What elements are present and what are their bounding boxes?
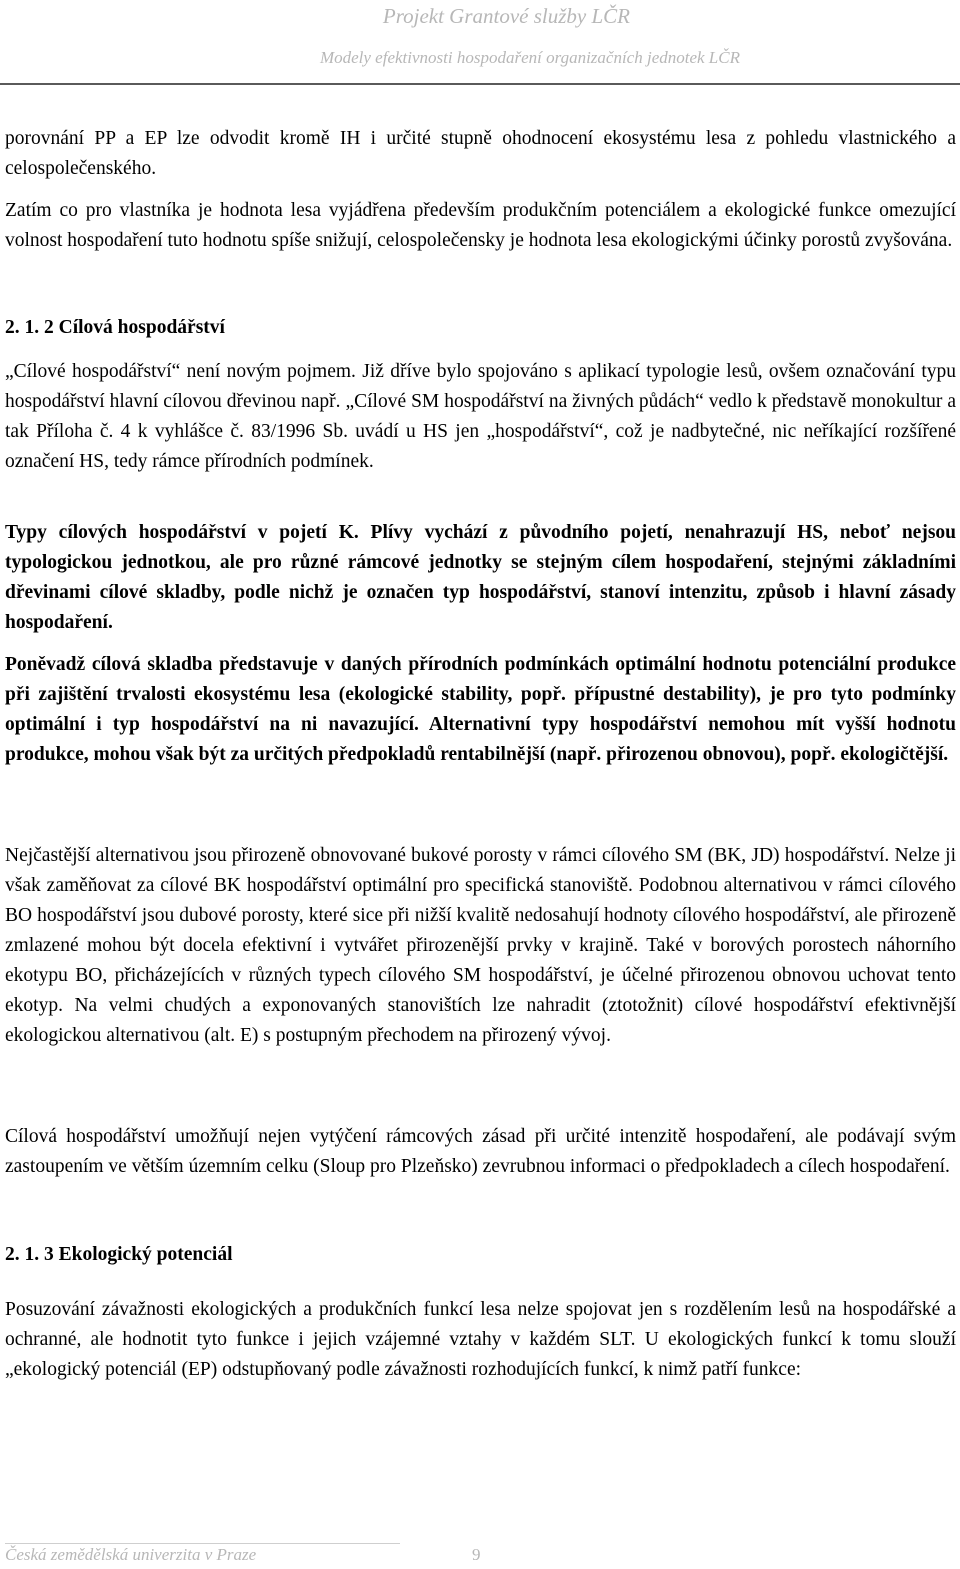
paragraph-1 (5, 124, 956, 184)
paragraph-text: porovnání PP a EP lze odvodit kromě IH i určité stupně ohodnocení ekosystému lesa z pohledu vlastnického a celospolečenského. (5, 128, 956, 179)
footer-divider (5, 1543, 400, 1544)
paragraph-text: Typy cílových hospodářství v pojetí K. Plívy vychází z původního pojetí, nenahrazují HS, neboť nejsou typologickou jednotkou, ale pro různé rámcové jednotky se stejným cílem hospodaření, stejnými základními dřevinami cílové skladby, podle nichž je označen typ hospodářství, stanoví intenzitu, způsob i hlavní zásady hospodaření. (5, 522, 956, 633)
paragraph-text: Nejčastější alternativou jsou přirozeně obnovované bukové porosty v rámci cílového SM (BK, JD) hospodářství. Nelze ji však zaměňovat za cílové BK hospodářství optimální pro specifická stanoviště. Podobnou alternativou v rámci cílového BO hospodářství jsou dubové porosty, které sice při nižší kvalitě nedosahují hodnoty cílového hospodářství, ale přirozeně zmlazené mohou být docela efektivní i vytvářet přirozenější prvky v krajině. Také v borových porostech náhorního ekotypu BO, přicházejících v různých typech cílového SM hospodářství, je účelné přirozenou obnovou uchovat tento ekotyp. Na velmi chudých a exponovaných stanovištích lze nahradit (ztotožnit) cílové hospodářství efektivnější ekologickou alternativou (alt. E) s postupným přechodem na přirozený vývoj. (5, 845, 956, 1046)
page-number: 9 (472, 1545, 481, 1564)
section-heading-2-1-2 (5, 313, 956, 343)
paragraph-text: Cílová hospodářství umožňují nejen vytýčení rámcových zásad při určité intenzitě hospodaření, ale podávají svým zastoupením ve větším územním celku (Sloup pro Plzeňsko) zevrubnou informaci o předpokladech a cílech hospodaření. (5, 1126, 956, 1177)
header-divider (0, 83, 960, 85)
header-subtitle: Modely efektivnosti hospodaření organizačních jednotek LČR (319, 48, 740, 67)
footer-institution: Česká zemědělská univerzita v Praze (5, 1545, 257, 1564)
paragraph-text: Poněvadž cílová skladba představuje v daných přírodních podmínkách optimální hodnotu potenciální produkce při zajištění trvalosti ekosystému lesa (ekologické stability, popř. přípustné destability), je pro tyto podmínky optimální i typ hospodářství na ni navazující. Alternativní typy hospodářství nemohou mít vyšší hodnotu produkce, mohou však být za určitých předpokladů rentabilnější (např. přirozenou obnovou), popř. ekologičtější. (5, 654, 956, 765)
paragraph-2 (5, 196, 956, 256)
paragraph-text: Zatím co pro vlastníka je hodnota lesa vyjádřena především produkčním potenciálem a ekologické funkce omezující volnost hospodaření tuto hodnotu spíše snižují, celospolečensky je hodnota lesa ekologickými účinky porostů zvyšována. (5, 200, 956, 251)
section-heading-2-1-3 (5, 1240, 956, 1270)
header-title: Projekt Grantové služby LČR (382, 4, 630, 28)
paragraph-5-bold (5, 650, 956, 770)
paragraph-3 (5, 357, 956, 477)
paragraph-7 (5, 1122, 956, 1182)
heading-text: 2. 1. 2 Cílová hospodářství (5, 317, 225, 338)
paragraph-4-bold (5, 518, 956, 638)
paragraph-6 (5, 841, 956, 1051)
heading-text: 2. 1. 3 Ekologický potenciál (5, 1244, 233, 1265)
paragraph-text: Posuzování závažnosti ekologických a produkčních funkcí lesa nelze spojovat jen s rozdělením lesů na hospodářské a ochranné, ale hodnotit tyto funkce i jejich vzájemné vztahy v každém SLT. U ekologických funkcí k tomu slouží „ekologický potenciál (EP) odstupňovaný podle závažnosti rozhodujících funkcí, k nimž patří funkce: (5, 1299, 956, 1380)
paragraph-text: „Cílové hospodářství“ není novým pojmem. Již dříve bylo spojováno s aplikací typologie lesů, ovšem označování typu hospodářství hlavní cílovou dřevinou např. „Cílové SM hospodářství na živných půdách“ vedlo k představě monokultur a tak Příloha č. 4 k vyhlášce č. 83/1996 Sb. uvádí u HS jen „hospodářství“, což je nadbytečné, nic neříkající rozšířené označení HS, tedy rámce přírodních podmínek. (5, 361, 956, 472)
paragraph-8 (5, 1295, 956, 1385)
